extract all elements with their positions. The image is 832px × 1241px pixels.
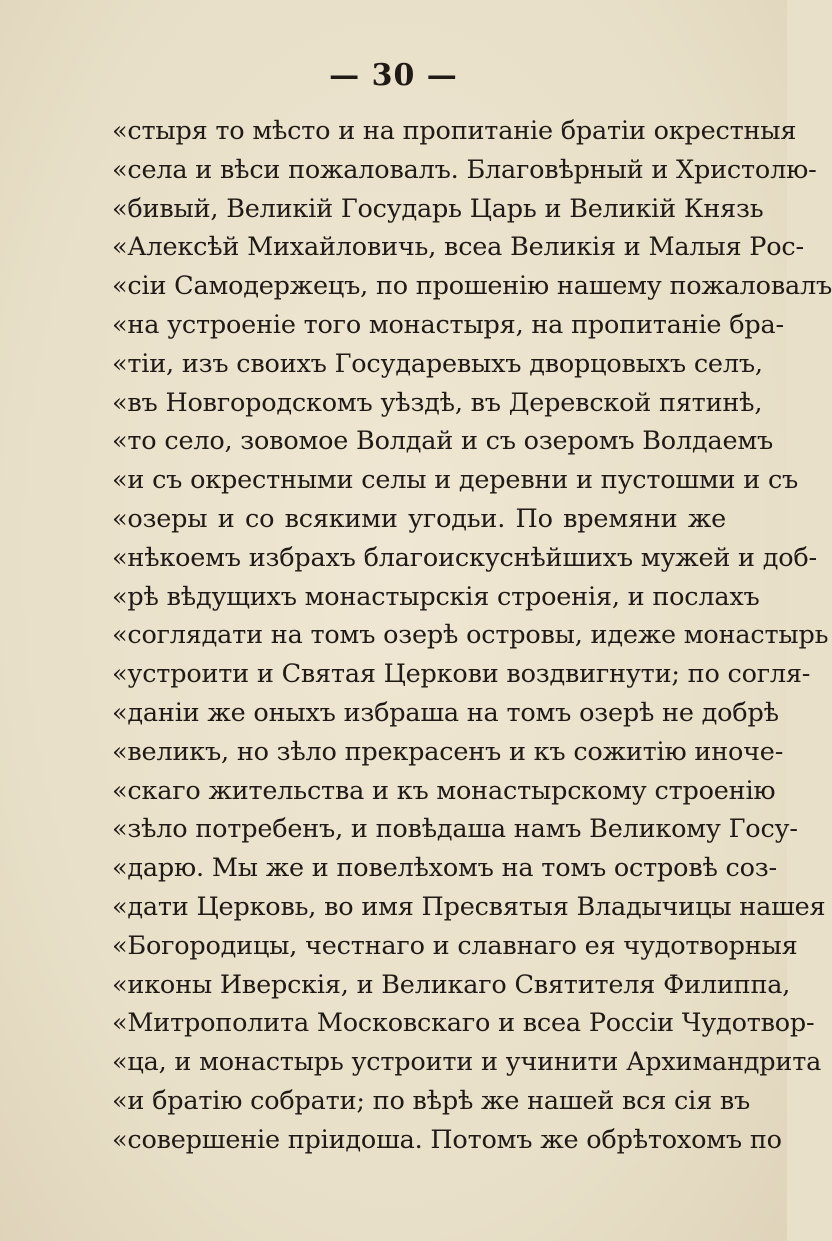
- text-line: «нѣкоемъ избрахъ благоискуснѣйшихъ мужей и доб-: [112, 542, 817, 573]
- text-line: «въ Новгородскомъ уѣздѣ, въ Деревской пятинѣ,: [112, 387, 763, 418]
- text-line: «великъ, но зѣло прекрасенъ и къ сожитію иноче-: [112, 736, 784, 767]
- text-line: «устроити и Святая Церкови воздвигнути; по согля-: [112, 659, 811, 690]
- text-line: «и съ окрестными селы и деревни и пустошми и съ: [112, 465, 799, 496]
- text-line: «рѣ вѣдущихъ монастырскія строенія, и послахъ: [112, 581, 760, 612]
- text-line: «бивый, Великій Государь Царь и Великій Князь: [112, 193, 764, 224]
- text-line: «дарю. Мы же и повелѣхомъ на томъ островѣ соз-: [112, 853, 777, 884]
- text-line: «сіи Самодержецъ, по прошенію нашему пожаловалъ: [112, 271, 832, 302]
- page-number: — 30 —: [329, 58, 458, 93]
- text-line: «совершеніе пріидоша. Потомъ же обрѣтохомъ по: [112, 1124, 782, 1155]
- text-line: «ца, и монастырь устроити и учинити Архимандрита: [112, 1047, 822, 1078]
- text-line: «озеры и со всякими угодьи. По времяни же: [112, 503, 726, 534]
- text-line: «на устроеніе того монастыря, на пропитаніе бра-: [112, 309, 784, 340]
- text-line: «стыря то мѣсто и на пропитаніе братіи окрестныя: [112, 116, 797, 146]
- text-line: «скаго жительства и къ монастырскому строенію: [112, 775, 776, 806]
- text-line: «зѣло потребенъ, и повѣдаша намъ Великому Госу-: [112, 814, 798, 845]
- text-line: «тіи, изъ своихъ Государевыхъ дворцовыхъ селъ,: [112, 348, 763, 379]
- text-line: «Алексѣй Михайловичь, всеа Великія и Малыя Рос-: [112, 232, 804, 263]
- text-line: «Митрополита Московскаго и всеа Россіи Чудотвор-: [112, 1008, 815, 1039]
- text-line: «иконы Иверскія, и Великаго Святителя Филиппа,: [112, 969, 791, 1000]
- text-line: «дати Церковь, во имя Пресвятыя Владычицы нашея: [112, 891, 826, 922]
- text-line: «даніи же оныхъ избраша на томъ озерѣ не добрѣ: [112, 697, 779, 728]
- text-line: «и братію собрати; по вѣрѣ же нашей вся сія въ: [112, 1085, 751, 1116]
- body-text: [112, 112, 832, 1160]
- text-line: «соглядати на томъ озерѣ островы, идеже монастырь: [112, 620, 829, 651]
- text-line: «села и вѣси пожаловалъ. Благовѣрный и Христолю-: [112, 154, 817, 185]
- text-line: «Богородицы, честнаго и славнаго ея чудотворныя: [112, 930, 798, 961]
- text-line: «то село, зовомое Волдай и съ озеромъ Волдаемъ: [112, 426, 773, 457]
